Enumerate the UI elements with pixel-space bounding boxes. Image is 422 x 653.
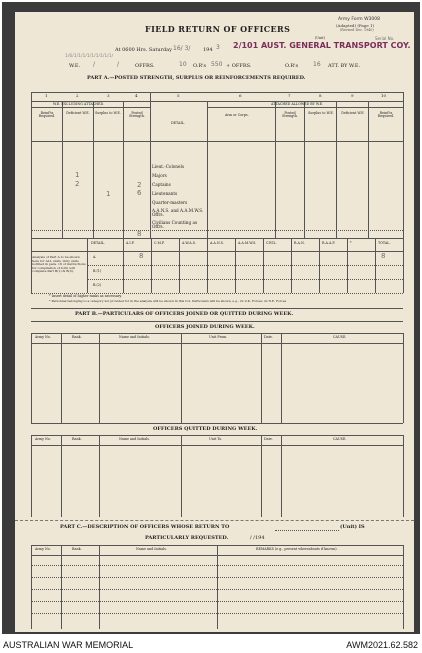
- quitted-col-cause: CAUSE.: [333, 437, 347, 441]
- analysis-col-header: TOTAL.: [378, 241, 391, 245]
- rank-aans-aamws: A.A.N.S. and A.A.M.W.S. Offrs.: [152, 208, 204, 218]
- analysis-col-divider: [375, 238, 376, 293]
- analysis-col-divider: [151, 238, 152, 293]
- hw-deficient-2: 2: [75, 180, 80, 188]
- left-header-posted: Posted Strength.: [129, 111, 145, 119]
- form-reference: Army Form W3008: [338, 17, 380, 22]
- part-a-heading: PART A.—POSTED STRENGTH, SURPLUS OR REINFORCEMENTS REQUIRED.: [87, 75, 306, 81]
- right-header-arm: Arm or Corps.: [225, 113, 249, 117]
- joined-col-unit-from: Unit From.: [209, 335, 228, 339]
- hw-analysis-aif: 8: [139, 252, 144, 260]
- analysis-col-header: A.A.M.W.S.: [238, 241, 257, 245]
- part-c-row-rule: [31, 577, 403, 578]
- part-c-col-army-no: Army No.: [35, 547, 51, 551]
- col-number: 8: [319, 93, 322, 98]
- offrs-value: 10: [179, 61, 187, 68]
- hw-deficient-1: 1: [75, 171, 80, 179]
- analysis-col-header: R.A.N.: [294, 241, 305, 245]
- part-c-row-rule: [31, 601, 403, 602]
- ors-label: O.R's: [193, 63, 207, 69]
- analysis-col-divider: [235, 238, 236, 293]
- analysis-row-a: A.: [93, 255, 97, 259]
- part-a-table: [31, 92, 403, 322]
- analysis-col-header: A.A.N.S.: [210, 241, 224, 245]
- plus-offrs-label: + OFFRS.: [226, 63, 252, 69]
- form-paper: [15, 12, 414, 632]
- analysis-col-divider: [291, 238, 292, 293]
- form-adapted: (Adapted) (Page 1): [336, 23, 375, 28]
- col-number: 2: [76, 93, 79, 98]
- joined-heading: OFFICERS JOINED DURING WEEK.: [155, 324, 255, 330]
- col-number: 6: [239, 93, 242, 98]
- col-number: 4: [135, 93, 138, 98]
- form-title: FIELD RETURN OF OFFICERS: [145, 24, 291, 34]
- analysis-intro: Analysis of Part A to be shown here for ALL units. Only units notified in para. 16 of instructions for compilation of form will complete Part B(1) & B(3).: [32, 255, 86, 274]
- analysis-col-divider: [347, 238, 348, 293]
- analysis-col-divider: [319, 238, 320, 293]
- analysis-col-divider: [179, 238, 180, 293]
- quitted-table: [31, 435, 403, 517]
- analysis-col-divider: [263, 238, 264, 293]
- left-header-deficient: Deficient W.E.: [66, 111, 90, 115]
- we-label: W.E.: [69, 63, 81, 69]
- we-value-1: /: [93, 61, 96, 68]
- part-c-date: / /194: [250, 535, 265, 541]
- hw-posted-2: 6: [137, 189, 142, 197]
- footer-accession: AWM2021.62.582: [346, 640, 418, 650]
- offrs-label: OFFRS.: [135, 63, 155, 69]
- rank-majors: Majors: [152, 173, 167, 178]
- document-frame: [2, 2, 420, 634]
- col-number: 10: [381, 93, 387, 98]
- joined-col-rank: Rank.: [72, 335, 82, 339]
- quitted-heading: OFFICERS QUITTED DURING WEEK.: [153, 426, 258, 432]
- left-header-reinf: Reinf'ts Required.: [38, 111, 56, 119]
- analysis-row-b1: B.(1): [93, 269, 102, 273]
- joined-col-army-no: Army No.: [35, 335, 51, 339]
- joined-col-name: Name and Initials.: [119, 335, 150, 339]
- part-c-col-remarks: REMARKS (e.g., present whereabouts if known).: [256, 547, 338, 551]
- we-excluding-attached: W.E. EXCLUDING ATTACHED.: [53, 102, 105, 106]
- quitted-col-rank: Rank.: [72, 437, 82, 441]
- footer-institution: AUSTRALIAN WAR MEMORIAL: [3, 640, 134, 650]
- hw-posted-total: 8: [137, 230, 142, 238]
- rank-quarter-masters: Quarter-masters: [152, 200, 188, 205]
- at-line: At 0600 Hrs. Saturday: [115, 47, 172, 53]
- note-2: * Personnel belonging to a category not provided for in the analysis will be shown in this Col. Particulars will be shown, e.g., 2x U.K. Forces; 2x N.E. Forces: [49, 299, 287, 303]
- quitted-col-date: Date.: [264, 437, 273, 441]
- quitted-col-name: Name and Initials.: [119, 437, 150, 441]
- serial-number: Serial No.: [375, 36, 395, 41]
- part-c-row-rule: [31, 565, 403, 566]
- analysis-col-divider: [207, 238, 208, 293]
- analysis-row-b2: B.(2): [93, 283, 102, 287]
- hw-posted-1: 2: [137, 181, 142, 189]
- hw-analysis-total: 8: [381, 252, 386, 260]
- col-number: 9: [351, 93, 354, 98]
- year-label: 194: [203, 47, 213, 53]
- ors-value: 550: [211, 61, 223, 68]
- handwritten-notes: 1/6/1/1/1/1/1/1/1/1/1/: [65, 54, 114, 59]
- analysis-col-header: A.I.F.: [126, 241, 135, 245]
- rank-civilians: Civilians Counting as Offrs.: [152, 220, 198, 230]
- quitted-col-army-no: Army No.: [35, 437, 51, 441]
- part-c-col-name: Name and Initials.: [136, 547, 167, 551]
- archive-footer: [0, 637, 422, 653]
- att-label: ATT. BY W.E.: [328, 63, 361, 69]
- quitted-col-unit-to: Unit To.: [209, 437, 223, 441]
- analysis-col-header: A.W.A.S.: [182, 241, 196, 245]
- rank-lieut-colonels: Lieut.-Colonels: [152, 164, 184, 169]
- right-header-posted: Posted Strength.: [282, 111, 298, 119]
- col-number: 1: [45, 93, 48, 98]
- left-header-surplus: Surplus to W.E.: [95, 111, 121, 115]
- note-1: * Insert detail of higher ranks as necessary.: [49, 294, 122, 298]
- part-c-row-rule: [31, 589, 403, 590]
- analysis-col-header: C.M.F.: [154, 241, 165, 245]
- att-value: 16: [313, 61, 321, 68]
- part-c-table: [31, 545, 403, 629]
- analysis-detail: DETAIL.: [91, 241, 105, 245]
- joined-col-date: Date.: [264, 335, 273, 339]
- part-c-col-rank: Rank.: [72, 547, 82, 551]
- form-revised: (Revised Dec. 1940): [340, 28, 374, 32]
- right-header-deficient: Deficient W.E.: [341, 111, 365, 115]
- right-header-surplus: Surplus to W.E.: [308, 111, 334, 115]
- col-number: 5: [177, 93, 180, 98]
- col-number: 3: [107, 93, 110, 98]
- attached-allowed: ATTACHED ALLOWED BY W.E.: [271, 102, 324, 106]
- ors-label-2: O.R's: [285, 63, 299, 69]
- rank-lieutenants: Lieutenants: [152, 191, 178, 196]
- unit-stamp: 2/101 AUST. GENERAL TRANSPORT COY.: [233, 41, 411, 50]
- hw-surplus-1: 1: [106, 190, 111, 198]
- analysis-col-header: *: [350, 241, 352, 245]
- part-c-heading: PART C.—DESCRIPTION OF OFFICERS WHOSE RETURN TO: [60, 524, 230, 530]
- rank-captains: Captains: [152, 182, 171, 187]
- part-c-particularly: PARTICULARLY REQUESTED.: [145, 535, 229, 541]
- analysis-col-header: CIVIL.: [266, 241, 277, 245]
- part-c-unit-is: (Unit) IS: [340, 524, 365, 530]
- joined-col-cause: CAUSE.: [333, 335, 347, 339]
- joined-table: [31, 333, 403, 423]
- part-b-heading: PART B.—PARTICULARS OF OFFICERS JOINED OR QUITTED DURING WEEK.: [75, 311, 294, 317]
- right-header-reinf: Reinf'ts Required.: [377, 111, 395, 119]
- analysis-col-header: R.A.A.F.: [322, 241, 336, 245]
- part-c-row-rule: [31, 613, 403, 614]
- handwritten-date: 16/ 3/: [173, 45, 191, 52]
- col-number: 7: [288, 93, 291, 98]
- year-digit: 3: [216, 44, 220, 51]
- unit-label: (Unit): [315, 36, 325, 40]
- we-value-2: /: [117, 61, 120, 68]
- detail-header: DETAIL.: [171, 121, 185, 125]
